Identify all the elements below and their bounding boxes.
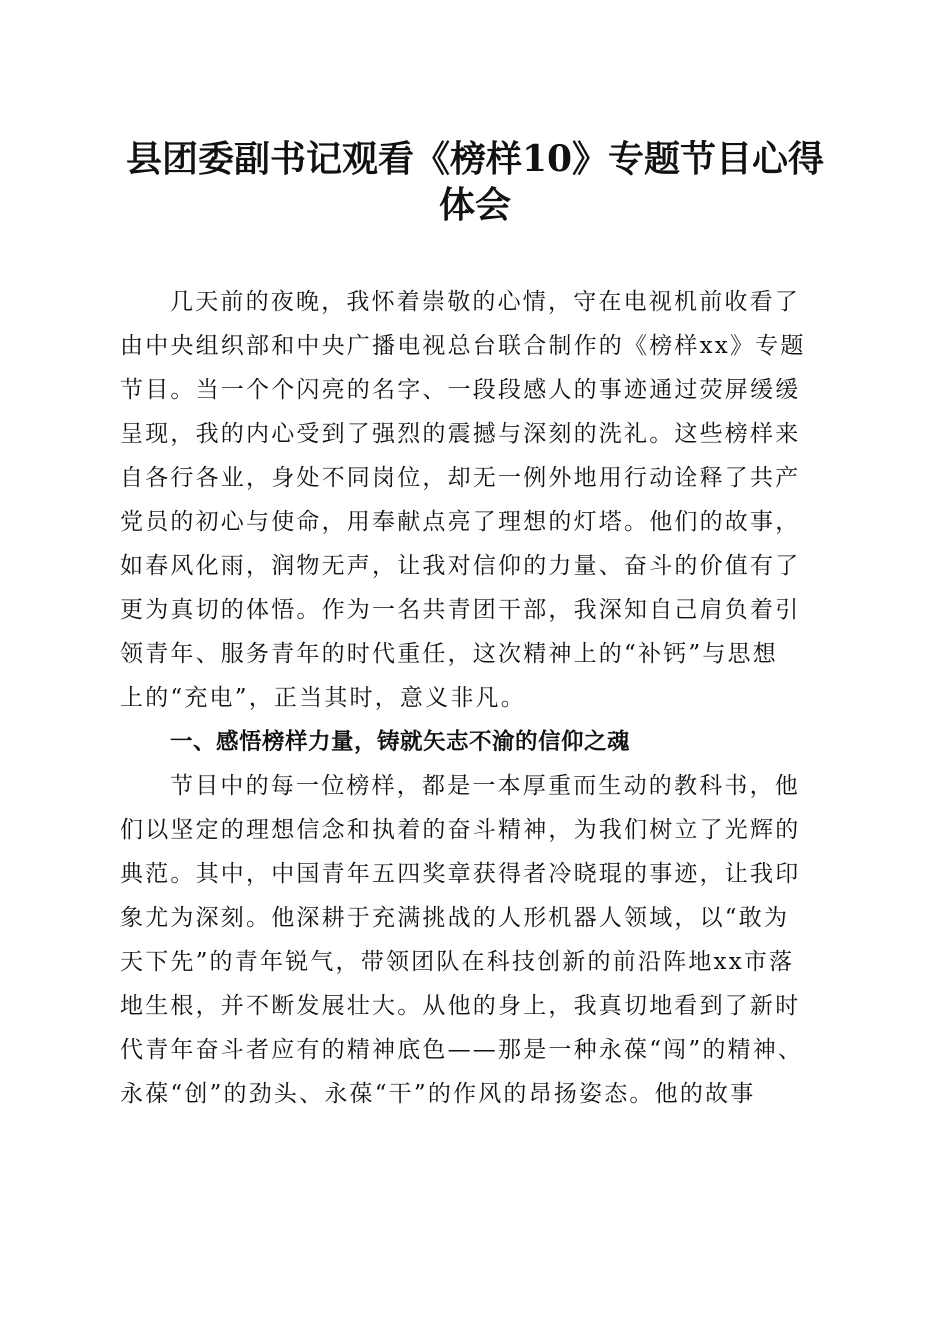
paragraph-line: 领青年、服务青年的时代重任，这次精神上的“补钙”与思想 [120, 641, 778, 667]
paragraph-line: 节目中的每一位榜样，都是一本厚重而生动的教科书，他 [170, 773, 800, 799]
paragraph-line: 天下先”的青年锐气，带领团队在科技创新的前沿阵地xx市落 [120, 949, 795, 975]
document-title [120, 136, 830, 228]
paragraph-line: 节目。当一个个闪亮的名字、一段段感人的事迹通过荧屏缓缓 [120, 377, 801, 403]
paragraph-line: 由中央组织部和中央广播电视总台联合制作的《榜样xx》专题 [120, 333, 806, 359]
paragraph-line: 呈现，我的内心受到了强烈的震撼与深刻的洗礼。这些榜样来 [120, 421, 801, 447]
paragraph-line: 党员的初心与使命，用奉献点亮了理想的灯塔。他们的故事， [120, 509, 801, 535]
paragraph-line: 更为真切的体悟。作为一名共青团干部，我深知自己肩负着引 [120, 597, 801, 623]
paragraph-line: 象尤为深刻。他深耕于充满挑战的人形机器人领域，以“敢为 [120, 905, 790, 931]
paragraph-line: 代青年奋斗者应有的精神底色——那是一种永葆“闯”的精神、 [120, 1037, 804, 1063]
paragraph-line: 几天前的夜晚，我怀着崇敬的心情，守在电视机前收看了 [170, 289, 800, 315]
paragraph-line: 自各行各业，身处不同岗位，却无一例外地用行动诠释了共产 [120, 465, 801, 491]
title-line-1: 县团委副书记观看《榜样10》专题节目心得 [125, 138, 825, 180]
paragraph-line: 们以坚定的理想信念和执着的奋斗精神，为我们树立了光辉的 [120, 817, 801, 843]
section-heading: 一、感悟榜样力量，铸就矢志不渝的信仰之魂 [170, 729, 631, 755]
paragraph-line: 地生根，并不断发展壮大。从他的身上，我真切地看到了新时 [120, 993, 801, 1019]
document-body [120, 280, 840, 1116]
paragraph-line: 如春风化雨，润物无声，让我对信仰的力量、奋斗的价值有了 [120, 553, 801, 579]
paragraph-line: 典范。其中，中国青年五四奖章获得者冷晓琨的事迹，让我印 [120, 861, 801, 887]
title-line-2: 体会 [438, 184, 511, 226]
paragraph-line: 永葆“创”的劲头、永葆“干”的作风的昂扬姿态。他的故事 [120, 1081, 756, 1107]
paragraph-line: 上的“充电”，正当其时，意义非凡。 [120, 685, 526, 711]
